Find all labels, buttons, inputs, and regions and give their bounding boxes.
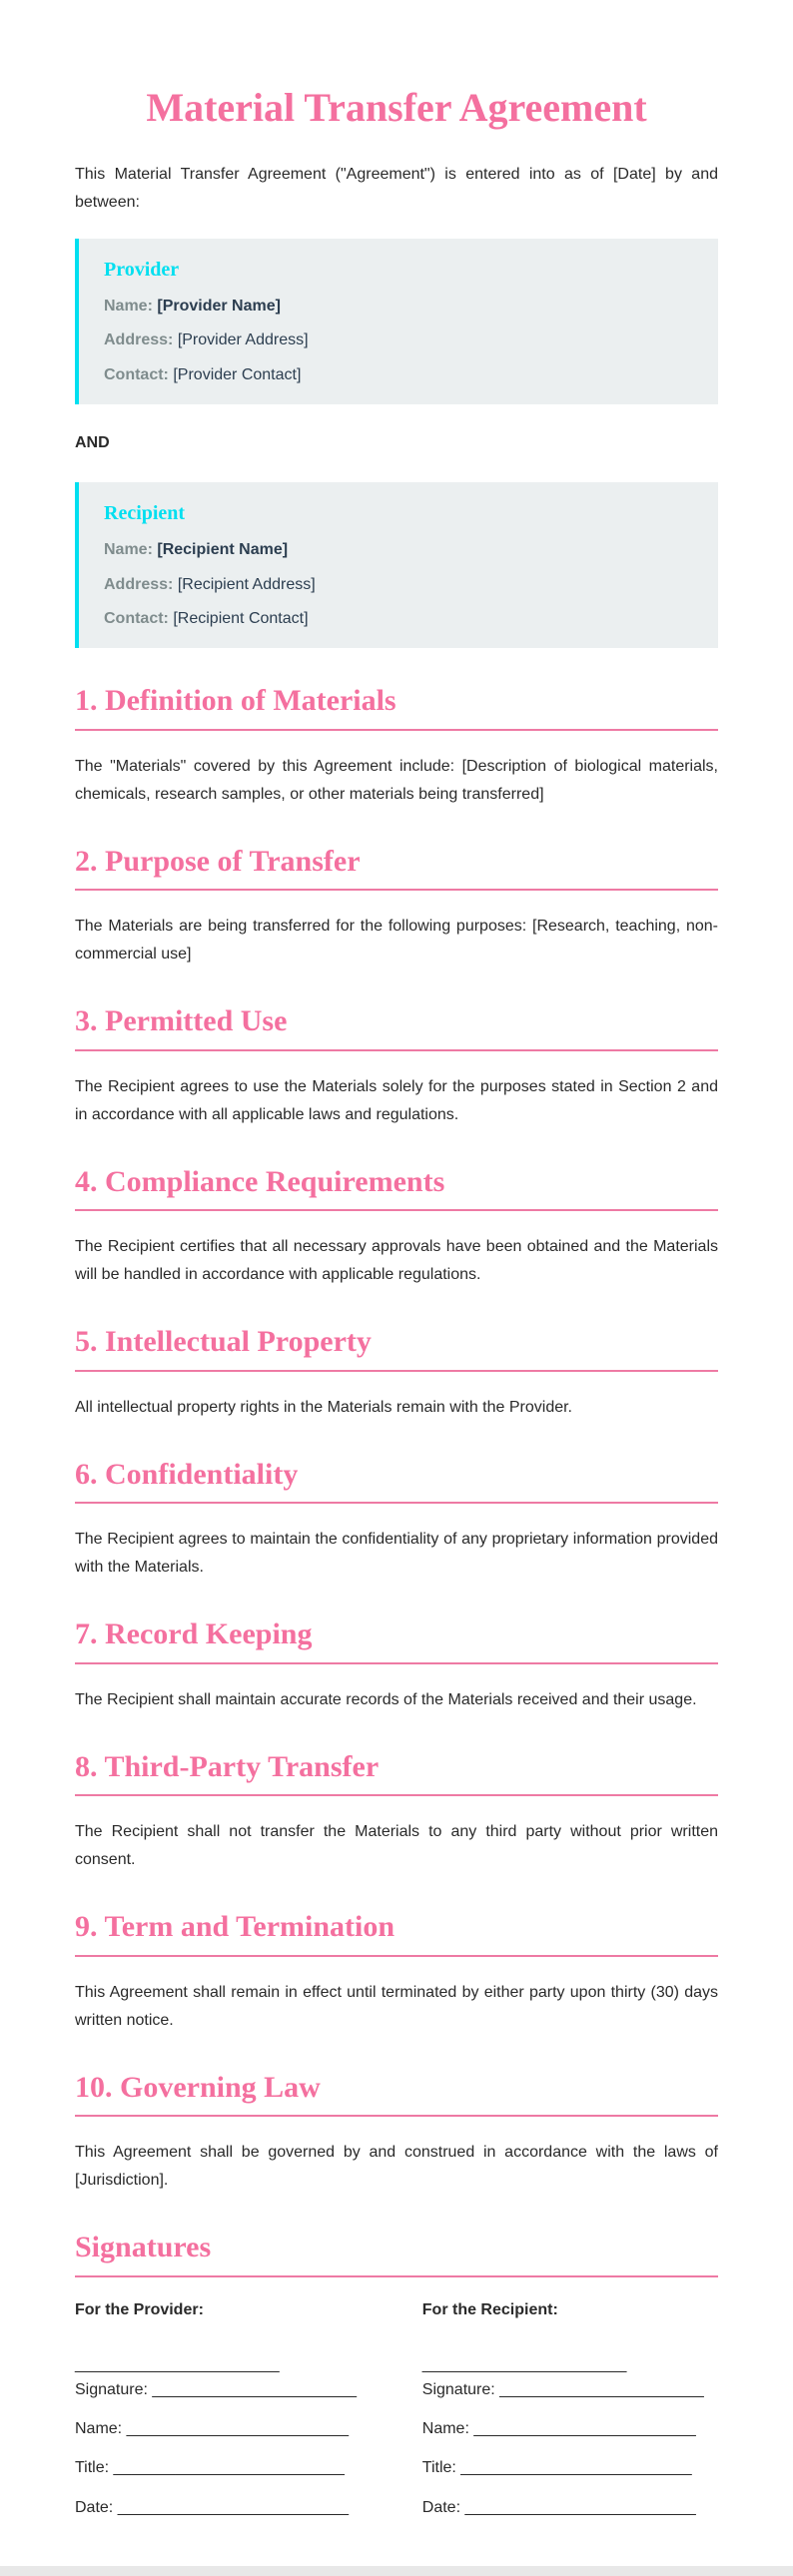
signature-block-recipient bbox=[422, 2301, 718, 2538]
title-row bbox=[75, 2459, 371, 2477]
section-4-heading: 4. Compliance Requirements bbox=[75, 1165, 718, 1212]
section-5-heading: 5. Intellectual Property bbox=[75, 1325, 718, 1372]
provider-title: Provider bbox=[104, 259, 180, 281]
recipient-contact-field bbox=[104, 610, 693, 628]
section-3-heading: 3. Permitted Use bbox=[75, 1004, 718, 1051]
name-row bbox=[422, 2420, 718, 2438]
section-3-body: The Recipient agrees to use the Materials solely for the purposes stated in Section 2 and in accordance with all applicable laws and regulations. bbox=[75, 1077, 718, 1123]
provider-name-field bbox=[104, 298, 693, 316]
title-row-line: __________________________ bbox=[455, 2459, 692, 2477]
field-value: [Recipient Address] bbox=[177, 575, 316, 593]
field-value: [Provider Address] bbox=[177, 331, 309, 349]
signature-row-label: Signature: bbox=[75, 2380, 148, 2398]
document-title: Material Transfer Agreement bbox=[146, 85, 647, 130]
signature-row-line: _______________________ bbox=[147, 2380, 358, 2398]
section-7-body: The Recipient shall maintain accurate records of the Materials received and their usage. bbox=[75, 1690, 697, 1708]
and-separator: AND bbox=[75, 434, 110, 452]
signature-row bbox=[422, 2381, 718, 2399]
field-value: [Provider Name] bbox=[157, 298, 281, 315]
signature-block-provider bbox=[75, 2301, 371, 2538]
field-label: Contact: bbox=[104, 365, 169, 383]
field-label: Name: bbox=[104, 298, 153, 315]
signatures-heading: Signatures bbox=[75, 2231, 718, 2277]
date-row-line: __________________________ bbox=[113, 2498, 350, 2516]
recipient-address-field bbox=[104, 576, 693, 594]
title-row-label: Title: bbox=[421, 2459, 456, 2477]
section-9-heading: 9. Term and Termination bbox=[75, 1910, 718, 1957]
section-5-body: All intellectual property rights in the Materials remain with the Provider. bbox=[75, 1398, 572, 1416]
field-label: Name: bbox=[104, 541, 153, 559]
signature-grid bbox=[75, 2301, 718, 2538]
section-6-heading: 6. Confidentiality bbox=[75, 1458, 718, 1505]
section-7-heading: 7. Record Keeping bbox=[75, 1617, 718, 1664]
section-1-body: The "Materials" covered by this Agreement include: [Description of biological materials, chemicals, research samples, or other materials being transferred] bbox=[75, 757, 718, 803]
section-8-heading: 8. Third-Party Transfer bbox=[75, 1750, 718, 1797]
title-row bbox=[422, 2459, 718, 2477]
section-10-body: This Agreement shall be governed by and construed in accordance with the laws of [Jurisdiction]. bbox=[75, 2144, 718, 2190]
date-row-label: Date: bbox=[75, 2498, 114, 2516]
field-value: [Provider Contact] bbox=[173, 365, 302, 383]
field-label: Contact: bbox=[104, 609, 169, 627]
section-2-body: The Materials are being transferred for the following purposes: [Research, teaching, non-commercial use] bbox=[75, 918, 718, 964]
name-row-label: Name: bbox=[421, 2420, 469, 2438]
recipient-box bbox=[75, 482, 718, 648]
section-4-body: The Recipient certifies that all necessary approvals have been obtained and the Materials will be handled in accordance with applicable regulations. bbox=[75, 1238, 718, 1284]
section-9-body: This Agreement shall remain in effect until terminated by either party upon thirty (30) days written notice. bbox=[75, 1983, 718, 2029]
name-row bbox=[75, 2420, 371, 2438]
provider-address-field bbox=[104, 331, 693, 349]
date-row-line: __________________________ bbox=[460, 2498, 696, 2516]
section-8-body: The Recipient shall not transfer the Materials to any third party without prior written consent. bbox=[75, 1823, 718, 1869]
signature-block-title: For the Provider: bbox=[75, 2300, 204, 2318]
field-value: [Recipient Name] bbox=[157, 541, 289, 559]
section-10-heading: 10. Governing Law bbox=[75, 2071, 718, 2118]
signature-row-line: _______________________ bbox=[494, 2380, 704, 2398]
signature-rule-line: _______________________ bbox=[75, 2356, 280, 2374]
field-label: Address: bbox=[104, 575, 174, 593]
name-row-line: _________________________ bbox=[122, 2420, 350, 2438]
provider-box bbox=[75, 239, 718, 404]
provider-contact-field bbox=[104, 366, 693, 384]
signature-block-title: For the Recipient: bbox=[421, 2300, 558, 2318]
recipient-title: Recipient bbox=[104, 502, 186, 525]
section-1-heading: 1. Definition of Materials bbox=[75, 684, 718, 731]
intro-paragraph: This Material Transfer Agreement ("Agreement") is entered into as of [Date] by and between: bbox=[75, 166, 718, 211]
date-row bbox=[75, 2499, 371, 2517]
title-row-line: __________________________ bbox=[109, 2459, 345, 2477]
signature-row-label: Signature: bbox=[421, 2380, 495, 2398]
title-row-label: Title: bbox=[75, 2459, 110, 2477]
section-6-body: The Recipient agrees to maintain the confidentiality of any proprietary information provided with the Materials. bbox=[75, 1531, 718, 1577]
field-label: Address: bbox=[104, 331, 174, 349]
date-row-label: Date: bbox=[421, 2498, 461, 2516]
date-row bbox=[422, 2499, 718, 2517]
signature-row bbox=[75, 2381, 371, 2399]
field-value: [Recipient Contact] bbox=[173, 609, 309, 627]
name-row-line: _________________________ bbox=[468, 2420, 696, 2438]
signature-rule-line: _______________________ bbox=[421, 2356, 627, 2374]
name-row-label: Name: bbox=[75, 2420, 123, 2438]
section-2-heading: 2. Purpose of Transfer bbox=[75, 845, 718, 892]
recipient-name-field bbox=[104, 541, 693, 559]
